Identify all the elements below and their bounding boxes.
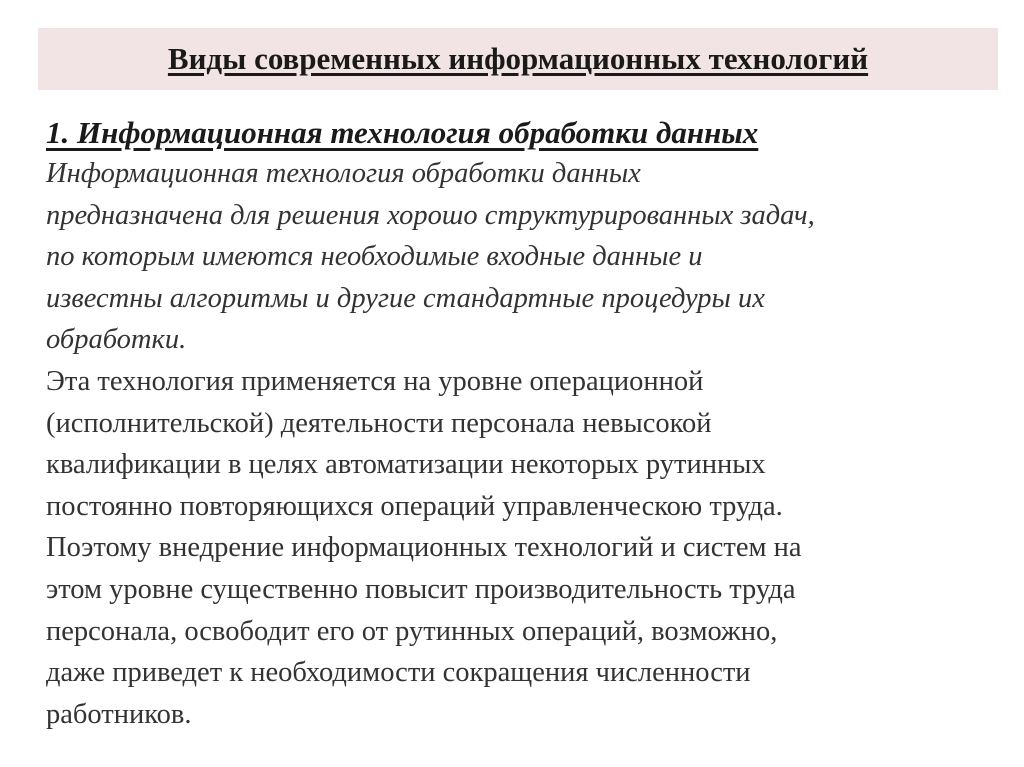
paragraph-application [46,361,996,527]
paragraph-line: обработки. [46,324,187,356]
paragraph-line: известны алгоритмы и другие стандартные процедуры их [46,282,765,314]
paragraph-line: предназначена для решения хорошо структурированных задач, [46,199,815,231]
paragraph-line: Информационная технология обработки данных [46,158,641,189]
title-bar [38,28,998,90]
section-heading: 1. Информационная технология обработки данных [46,115,759,150]
paragraph-line: (исполнительской) деятельности персонала невысокой [46,407,712,439]
slide-content [46,113,996,735]
paragraph-line: персонала, освободит его от рутинных операций, возможно, [46,615,778,647]
paragraph-line: по которым имеются необходимые входные данные и [46,241,703,273]
paragraph-line: Эта технология применяется на уровне операционной [46,365,704,397]
paragraph-line: Поэтому внедрение информационных технологий и систем на [46,532,802,564]
paragraph-line: постоянно повторяющихся операций управленческою труда. [46,490,783,522]
paragraph-line: квалификации в целях автоматизации некоторых рутинных [46,449,766,481]
paragraph-line: даже приведет к необходимости сокращения численности [46,657,751,689]
paragraph-definition [46,153,996,361]
page-title: Виды современных информационных технологий [167,41,869,76]
paragraph-line: работников. [46,698,192,730]
paragraph-conclusion [46,527,996,735]
paragraph-line: этом уровне существенно повысит производительность труда [46,573,796,605]
